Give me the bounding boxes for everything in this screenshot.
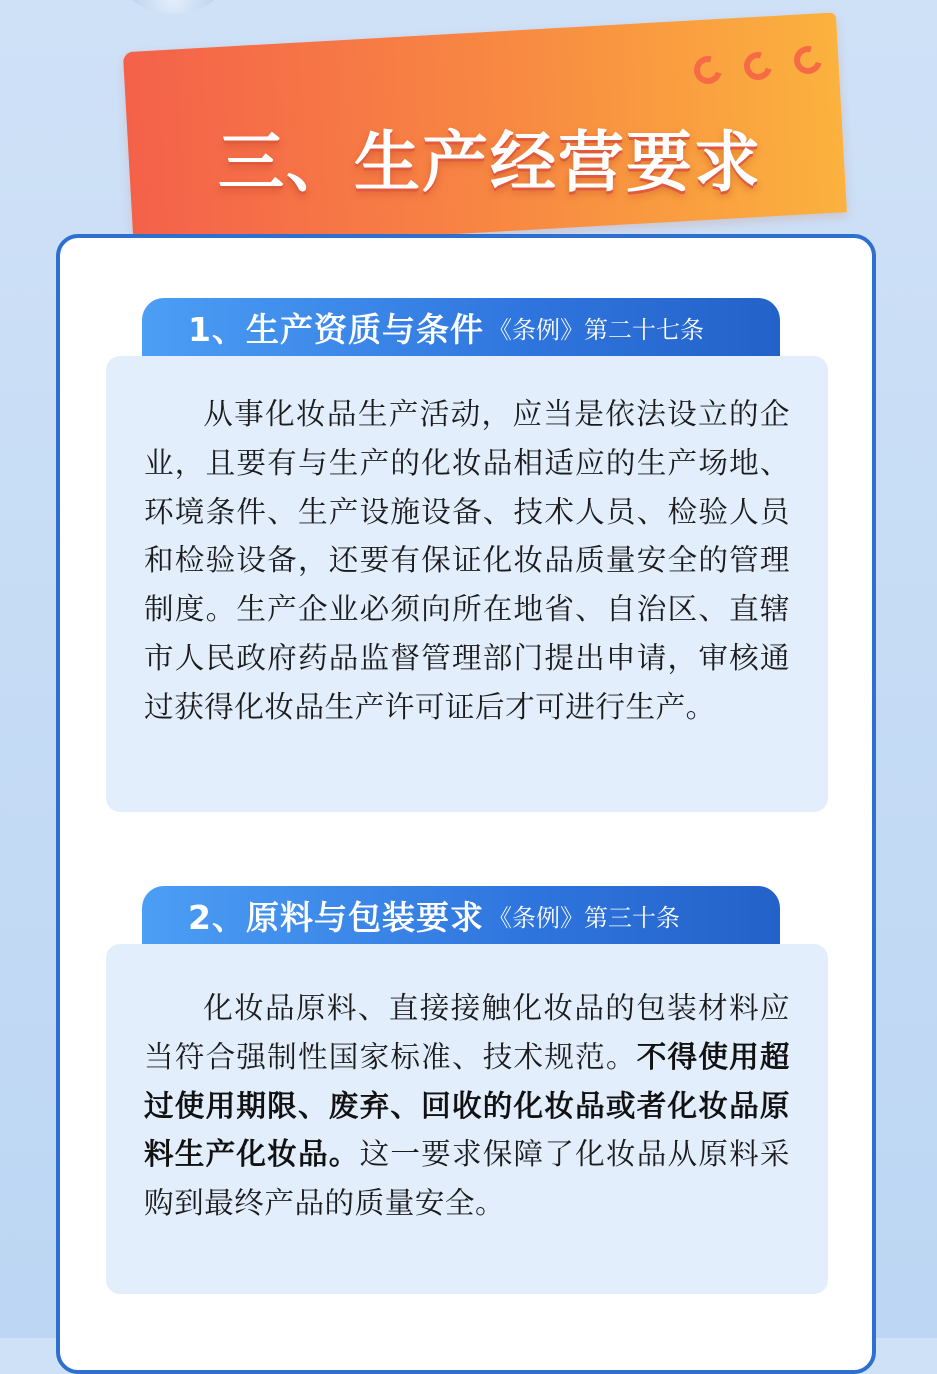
section-2-body [144, 984, 790, 1228]
section-2-body-emphasis: 不得使用超过使用期限、废弃、回收的化妆品或者化妆品原料生产化妆品。 [144, 1039, 791, 1172]
background-bubble [118, 0, 228, 14]
banner-title: 三、生产经营要求 [218, 124, 762, 201]
section-1-body: 从事化妆品生产活动，应当是依法设立的企业，且要有与生产的化妆品相适应的生产场地、环境条件、生产设施设备、技术人员、检验人员和检验设备，还要有保证化妆品质量安全的管理制度。生产企业必须向所在地省、自治区、直辖市人民政府药品监督管理部门提出申请，审核通过获得化妆品生产许可证后才可进行生产。 [144, 397, 790, 724]
section-1-panel [106, 356, 828, 812]
section-2-body-text-1: 化妆品原料、直接接触化妆品的包装材料应当符合强制性国家标准、技术规范。 [144, 991, 790, 1074]
section-1-heading-tab [142, 298, 780, 356]
section-2-panel [106, 944, 828, 1294]
section-1-reference: 《条例》第二十七条 [487, 315, 704, 344]
section-1-heading: 1、生产资质与条件 [188, 309, 484, 349]
section-2-heading-tab [142, 886, 780, 944]
section-2-reference: 《条例》第三十条 [487, 903, 680, 932]
section-2-body-text-2: 这一要求保障了化妆品从原料采购到最终产品的质量安全。 [144, 1137, 791, 1221]
section-2-heading: 2、原料与包装要求 [188, 897, 484, 937]
